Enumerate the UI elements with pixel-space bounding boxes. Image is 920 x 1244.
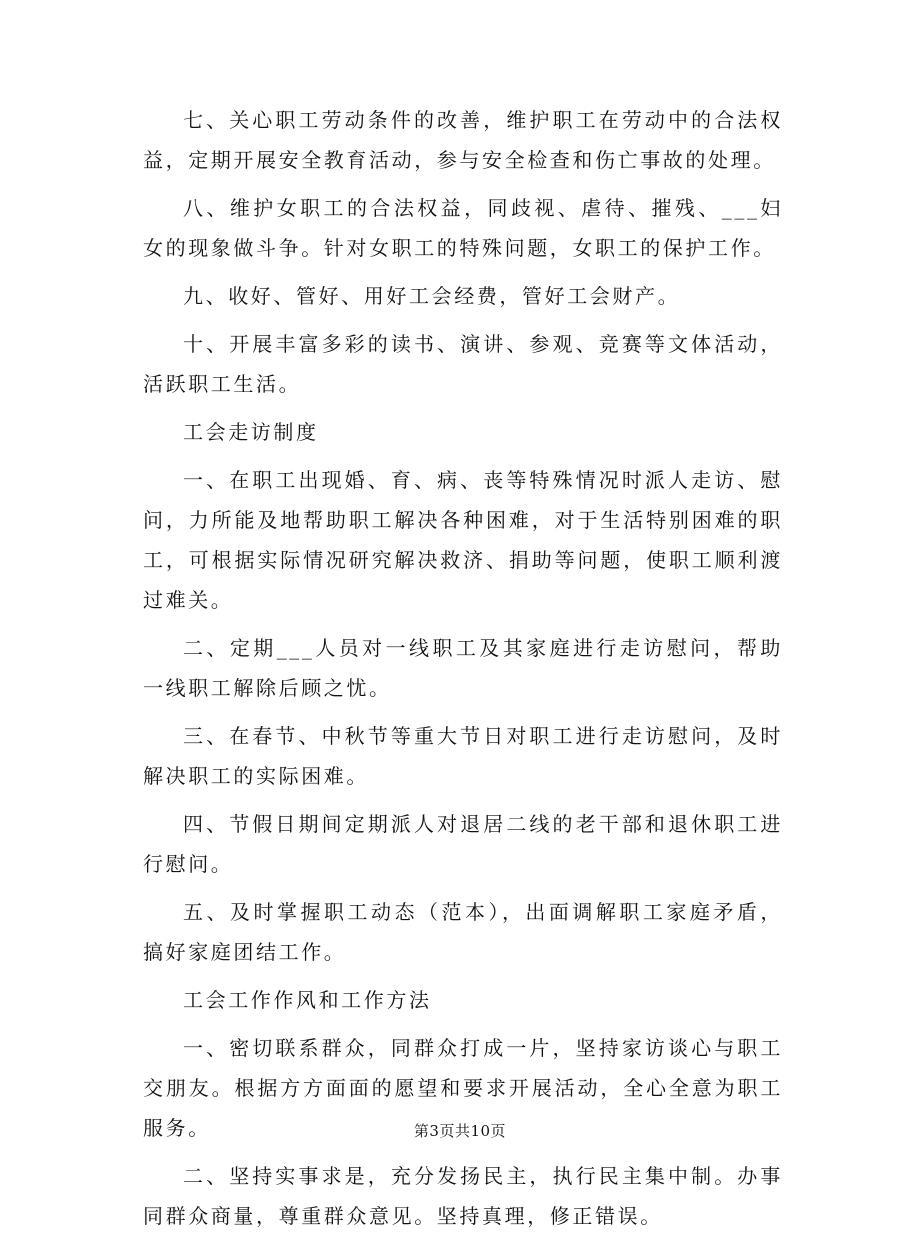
- document-body: [143, 100, 783, 1244]
- paragraph-visit-4: 四、节假日期间定期派人对退居二线的老干部和退休职工进行慰问。: [143, 812, 783, 876]
- paragraph-article-7: 七、关心职工劳动条件的改善，维护职工在劳动中的合法权益，定期开展安全教育活动，参与安全检查和伤亡事故的处理。: [143, 108, 783, 172]
- paragraph-style-1: 一、密切联系群众，同群众打成一片，坚持家访谈心与职工交朋友。根据方方面面的愿望和要求开展活动，全心全意为职工服务。: [143, 1036, 783, 1140]
- paragraph-article-9: 九、收好、管好、用好工会经费，管好工会财产。: [183, 284, 681, 308]
- paragraph-article-8: 八、维护女职工的合法权益，同歧视、虐待、摧残、___妇女的现象做斗争。针对女职工的特殊问题，女职工的保护工作。: [143, 196, 783, 260]
- section-heading-work-style: 工会工作作风和工作方法: [183, 988, 432, 1012]
- page-number-footer: 第3页共10页: [413, 1122, 507, 1140]
- paragraph-visit-3: 三、在春节、中秋节等重大节日对职工进行走访慰问，及时解决职工的实际困难。: [143, 724, 783, 788]
- paragraph-visit-2: 二、定期___人员对一线职工及其家庭进行走访慰问，帮助一线职工解除后顾之忧。: [143, 636, 783, 700]
- paragraph-visit-1: 一、在职工出现婚、育、病、丧等特殊情况时派人走访、慰问，力所能及地帮助职工解决各种困难，对于生活特别困难的职工，可根据实际情况研究解决救济、捐助等问题，使职工顺利渡过难关。: [143, 468, 783, 612]
- section-heading-visit-system: 工会走访制度: [183, 420, 319, 444]
- paragraph-article-10: 十、开展丰富多彩的读书、演讲、参观、竞赛等文体活动，活跃职工生活。: [143, 332, 783, 396]
- paragraph-style-2: 二、坚持实事求是，充分发扬民主，执行民主集中制。办事同群众商量，尊重群众意见。坚持真理，修正错误。: [143, 1164, 783, 1228]
- paragraph-visit-5: 五、及时掌握职工动态（范本），出面调解职工家庭矛盾，搞好家庭团结工作。: [143, 900, 783, 964]
